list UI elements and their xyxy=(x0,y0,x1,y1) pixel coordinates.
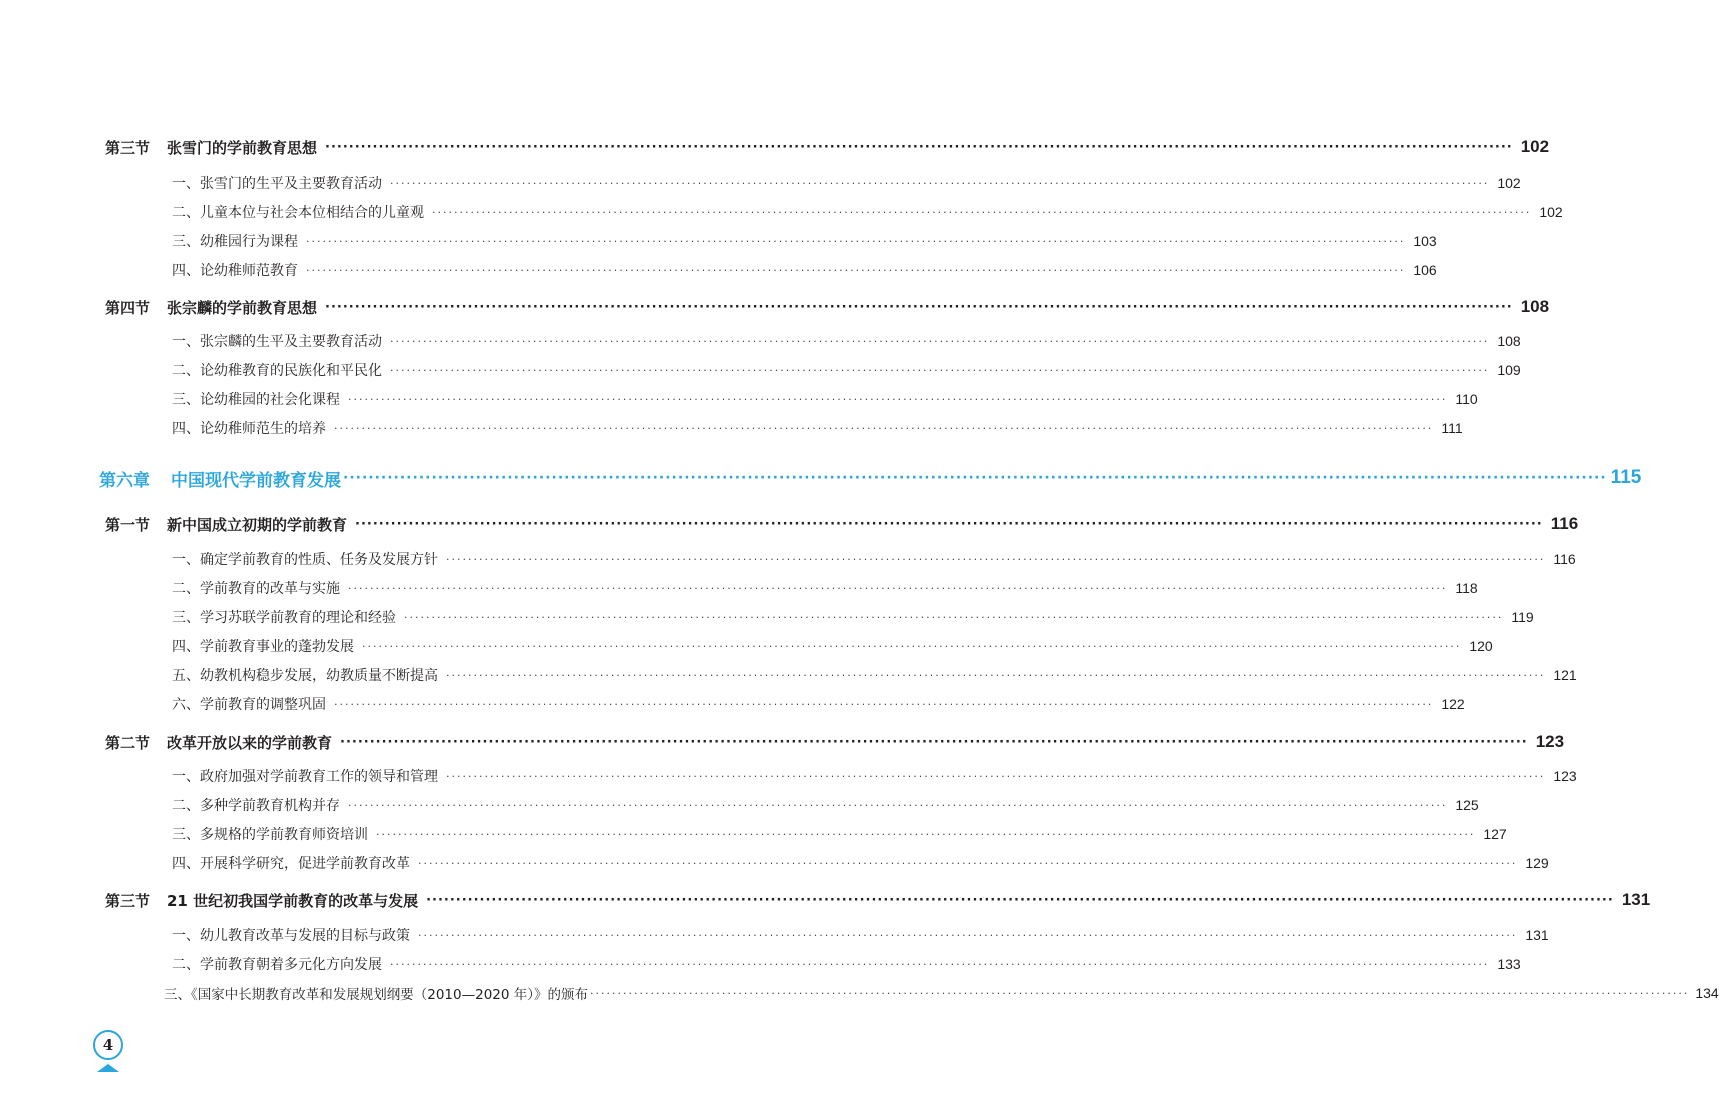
section-title: 新中国成立初期的学前教育 xyxy=(167,515,348,534)
toc-section[interactable] xyxy=(0,134,1550,160)
toc-item[interactable] xyxy=(0,850,1549,876)
page-ref: 122 xyxy=(1441,696,1465,712)
leader-dots: ········································································································································································································ xyxy=(418,928,1518,942)
section-title: 21 世纪初我国学前教育的改革与发展 xyxy=(167,891,419,910)
item-title: 五、幼教机构稳步发展，幼教质量不断提高 xyxy=(172,668,438,684)
leader-dots: ········································································································································································································ xyxy=(348,798,1448,812)
page-ref: 131 xyxy=(1525,927,1549,943)
leader-dots: ········································································································································································································ xyxy=(355,516,1543,532)
page-ref: 131 xyxy=(1621,890,1651,909)
page-ref: 102 xyxy=(1520,137,1550,156)
item-title: 二、学前教育朝着多元化方向发展 xyxy=(172,957,382,973)
item-title: 一、张雪门的生平及主要教育活动 xyxy=(172,176,382,192)
leader-dots: ········································································································································································································ xyxy=(390,363,1490,377)
leader-dots: ········································································································································································································ xyxy=(418,856,1518,870)
leader-dots: ········································································································································································································ xyxy=(306,234,1406,248)
toc-item[interactable] xyxy=(0,604,1534,630)
item-title: 二、儿童本位与社会本位相结合的儿童观 xyxy=(172,205,424,221)
leader-dots: ········································································································································································································ xyxy=(446,769,1546,783)
page-ref: 110 xyxy=(1455,391,1478,407)
toc-item[interactable] xyxy=(0,980,1719,1006)
leader-dots: ········································································································································································································ xyxy=(343,470,1607,486)
leader-dots: ········································································································································································································ xyxy=(348,392,1448,406)
item-title: 一、张宗麟的生平及主要教育活动 xyxy=(172,334,382,350)
item-title: 六、学前教育的调整巩固 xyxy=(172,697,326,713)
leader-dots: ········································································································································································································ xyxy=(446,552,1546,566)
leader-dots: ········································································································································································································ xyxy=(376,827,1476,841)
page-ref: 116 xyxy=(1550,514,1579,533)
toc-item[interactable] xyxy=(0,357,1521,383)
section-title: 改革开放以来的学前教育 xyxy=(167,733,333,752)
item-title: 三、《国家中长期教育改革和发展规划纲要（2010—2020 年）》的颁布 xyxy=(164,987,589,1003)
leader-dots: ········································································································································································································ xyxy=(348,581,1448,595)
toc-chapter[interactable] xyxy=(0,465,1642,491)
page-ref: 134 xyxy=(1695,985,1719,1001)
toc-item[interactable] xyxy=(0,386,1478,412)
toc-item[interactable] xyxy=(0,415,1463,441)
section-number: 第一节 xyxy=(105,515,151,534)
badge-triangle-icon xyxy=(97,1064,119,1072)
item-title: 一、政府加强对学前教育工作的领导和管理 xyxy=(172,769,438,785)
page-ref: 125 xyxy=(1455,797,1479,813)
leader-dots: ········································································································································································································ xyxy=(390,957,1490,971)
toc-section[interactable] xyxy=(0,887,1651,913)
toc-item[interactable] xyxy=(0,821,1507,847)
leader-dots: ········································································································································································································ xyxy=(334,421,1434,435)
item-title: 四、学前教育事业的蓬勃发展 xyxy=(172,639,354,655)
chapter-number: 第六章 xyxy=(99,470,150,491)
page-ref: 116 xyxy=(1553,551,1576,567)
leader-dots: ········································································································································································································ xyxy=(426,892,1614,908)
item-title: 一、确定学前教育的性质、任务及发展方针 xyxy=(172,552,438,568)
item-title: 四、论幼稚师范教育 xyxy=(172,263,298,279)
section-title: 张宗麟的学前教育思想 xyxy=(167,298,318,317)
page-ref: 108 xyxy=(1520,297,1550,316)
item-title: 四、开展科学研究，促进学前教育改革 xyxy=(172,856,410,872)
toc-section[interactable] xyxy=(0,729,1565,755)
leader-dots: ········································································································································································································ xyxy=(390,176,1490,190)
section-number: 第四节 xyxy=(105,298,151,317)
page-ref: 120 xyxy=(1469,638,1493,654)
page-ref: 109 xyxy=(1497,362,1521,378)
leader-dots: ········································································································································································································ xyxy=(390,334,1490,348)
item-title: 二、论幼稚教育的民族化和平民化 xyxy=(172,363,382,379)
page-ref: 103 xyxy=(1413,233,1437,249)
item-title: 三、学习苏联学前教育的理论和经验 xyxy=(172,610,396,626)
leader-dots: ········································································································································································································ xyxy=(306,263,1406,277)
toc-item[interactable] xyxy=(0,922,1549,948)
leader-dots: ········································································································································································································ xyxy=(340,734,1528,750)
leader-dots: ········································································································································································································ xyxy=(362,639,1462,653)
leader-dots: ········································································································································································································ xyxy=(404,610,1504,624)
toc-item[interactable] xyxy=(0,575,1478,601)
toc-item[interactable] xyxy=(0,228,1437,254)
leader-dots: ········································································································································································································ xyxy=(334,697,1434,711)
toc-item[interactable] xyxy=(0,633,1493,659)
toc-item[interactable] xyxy=(0,662,1577,688)
section-number: 第三节 xyxy=(105,138,151,157)
toc-item[interactable] xyxy=(0,257,1437,283)
item-title: 三、幼稚园行为课程 xyxy=(172,234,298,250)
page-number: 4 xyxy=(93,1030,123,1060)
toc-item[interactable] xyxy=(0,199,1563,225)
item-title: 三、论幼稚园的社会化课程 xyxy=(172,392,340,408)
leader-dots: ········································································································································································································ xyxy=(432,205,1532,219)
toc-item[interactable] xyxy=(0,328,1521,354)
item-title: 三、多规格的学前教育师资培训 xyxy=(172,827,368,843)
page-ref: 129 xyxy=(1525,855,1549,871)
page-ref: 118 xyxy=(1455,580,1478,596)
toc-item[interactable] xyxy=(0,792,1479,818)
section-number: 第三节 xyxy=(105,891,151,910)
toc-item[interactable] xyxy=(0,170,1521,196)
page-ref: 106 xyxy=(1413,262,1437,278)
page-ref: 123 xyxy=(1553,768,1577,784)
leader-dots: ········································································································································································································ xyxy=(590,986,1690,1000)
item-title: 二、学前教育的改革与实施 xyxy=(172,581,340,597)
toc-item[interactable] xyxy=(0,691,1465,717)
page-ref: 108 xyxy=(1497,333,1521,349)
page-ref: 127 xyxy=(1483,826,1507,842)
page-ref: 123 xyxy=(1535,732,1565,751)
toc-item[interactable] xyxy=(0,951,1521,977)
page-ref: 119 xyxy=(1511,609,1534,625)
page-ref: 115 xyxy=(1610,467,1642,488)
page-ref: 133 xyxy=(1497,956,1521,972)
item-title: 四、论幼稚师范生的培养 xyxy=(172,421,326,437)
page-ref: 121 xyxy=(1553,667,1577,683)
page-ref: 102 xyxy=(1539,204,1563,220)
toc-item[interactable] xyxy=(0,546,1576,572)
section-title: 张雪门的学前教育思想 xyxy=(167,138,318,157)
toc-section[interactable] xyxy=(0,294,1550,320)
leader-dots: ········································································································································································································ xyxy=(446,668,1546,682)
page-number-badge xyxy=(91,1030,127,1074)
page-ref: 102 xyxy=(1497,175,1521,191)
item-title: 二、多种学前教育机构并存 xyxy=(172,798,340,814)
leader-dots: ········································································································································································································ xyxy=(325,299,1513,315)
section-number: 第二节 xyxy=(105,733,151,752)
toc-item[interactable] xyxy=(0,763,1577,789)
leader-dots: ········································································································································································································ xyxy=(325,139,1513,155)
page-ref: 111 xyxy=(1441,420,1463,436)
toc-section[interactable] xyxy=(0,511,1579,537)
item-title: 一、幼儿教育改革与发展的目标与政策 xyxy=(172,928,410,944)
chapter-title: 中国现代学前教育发展 xyxy=(171,470,341,491)
